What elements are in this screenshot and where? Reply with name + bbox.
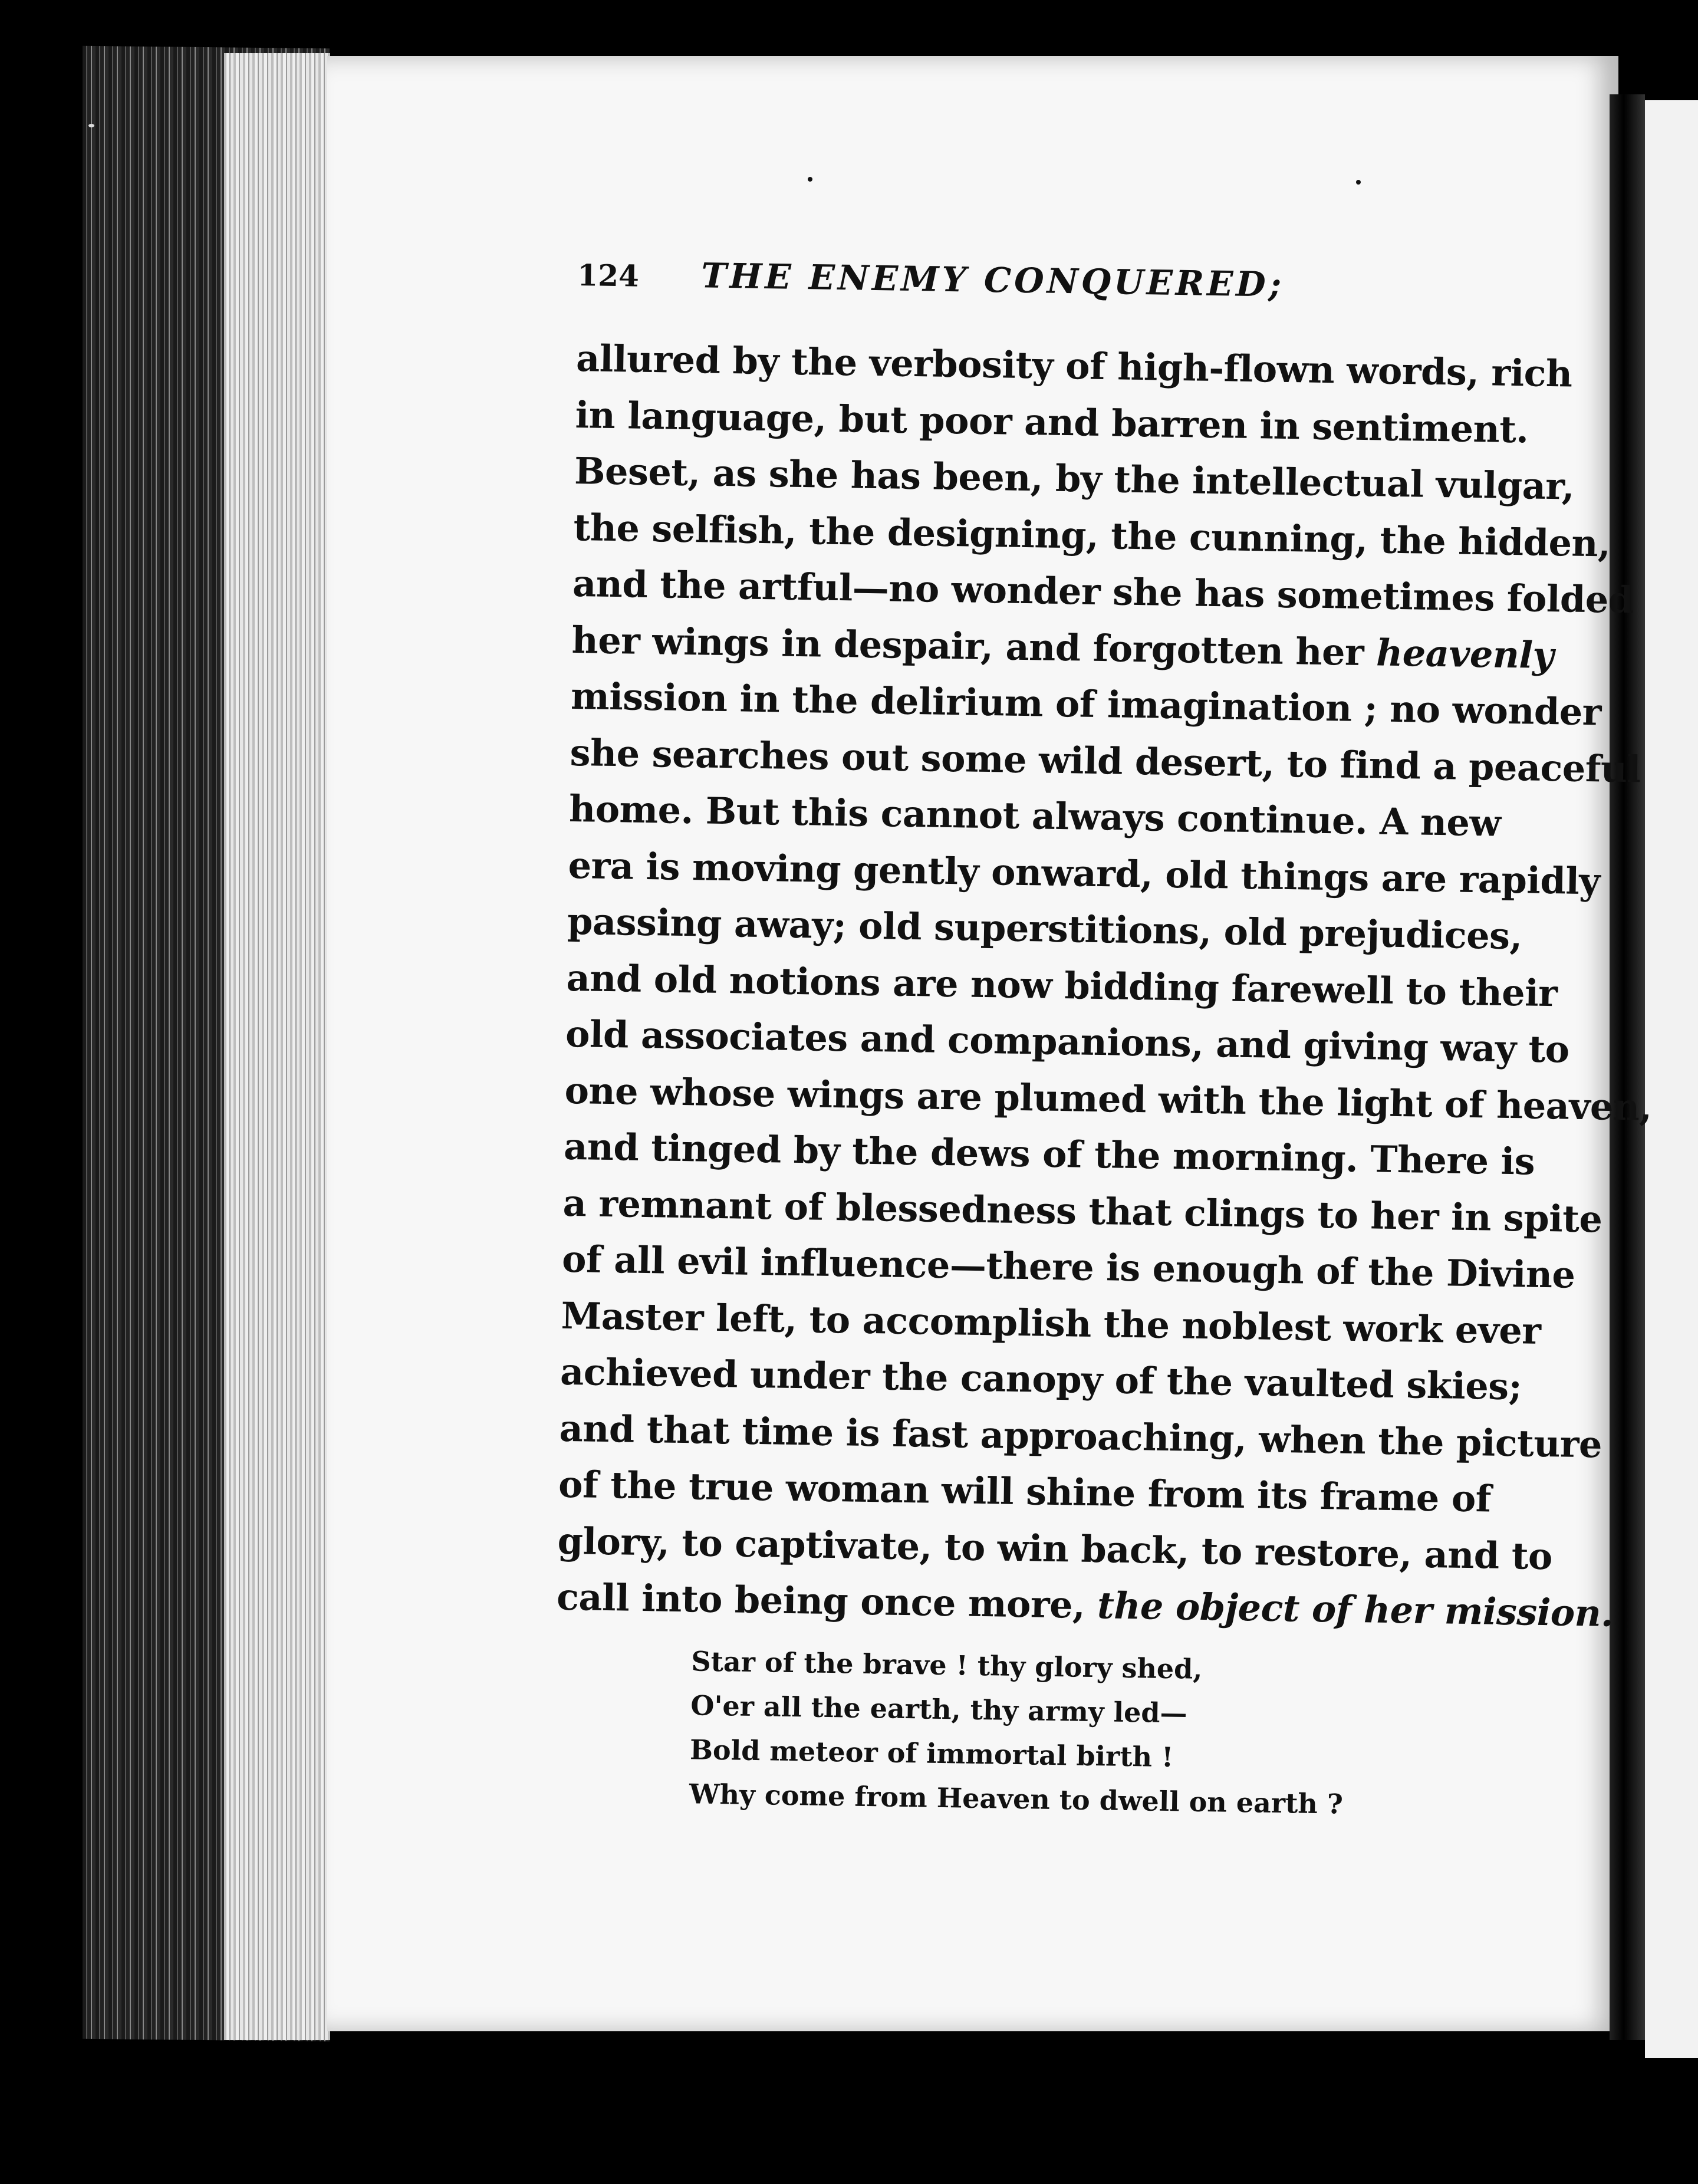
text-line-content: and old notions are now bidding farewell to their: [566, 956, 1558, 1015]
text-line-content: she searches out some wild desert, to find a peaceful: [570, 731, 1641, 791]
verse-line: Star of the brave ! thy glory shed,: [691, 1644, 1203, 1685]
text-line-content: of the true woman will shine from its frame of: [558, 1462, 1492, 1521]
verse-line: Bold meteor of immortal birth !: [689, 1733, 1174, 1773]
facing-page-edge: [1645, 100, 1698, 2058]
scan-speck: [808, 177, 812, 182]
body-paragraph: [556, 330, 1653, 1640]
verse-line: Why come from Heaven to dwell on earth ?: [689, 1777, 1344, 1820]
text-line-content: Beset, as she has been, by the intellectual vulgar,: [574, 449, 1575, 508]
text-line-content: old associates and companions, and giving way to: [565, 1012, 1570, 1071]
text-line-content: allured by the verbosity of high-flown words, rich: [575, 336, 1573, 396]
text-line-content: Master left, to accomplish the noblest work ever: [561, 1294, 1542, 1353]
italic-phrase: heavenly: [1375, 630, 1554, 677]
text-line-content: era is moving gently onward, old things are rapidly: [568, 843, 1601, 903]
page-edges-highlight: [224, 53, 330, 2040]
text-line-content: achieved under the canopy of the vaulted skies;: [560, 1350, 1522, 1409]
text-line-content: passing away; old superstitions, old prejudices,: [567, 899, 1523, 958]
verse-line: O'er all the earth, thy army led—: [690, 1689, 1187, 1729]
text-line-content: glory, to captivate, to win back, to restore, and to: [557, 1519, 1553, 1578]
text-line-content: her wings in despair, and forgotten her: [571, 618, 1377, 674]
text-line-content: in language, but poor and barren in sentiment.: [575, 393, 1529, 451]
page-text: [553, 254, 1653, 1828]
verse-quote: [689, 1639, 1470, 1828]
italic-phrase: the object of her mission.: [1097, 1584, 1614, 1635]
text-line-content: and tinged by the dews of the morning. There is: [563, 1124, 1535, 1183]
running-title: THE ENEMY CONQUERED;: [700, 255, 1285, 305]
text-line-content: mission in the delirium of imagination ; no wonder: [570, 674, 1602, 734]
text-line-content: and the artful—no wonder she has sometimes folded: [572, 561, 1634, 622]
text-line-content: of all evil influence—there is enough of the Divine: [561, 1237, 1576, 1297]
page-number: 124: [577, 257, 640, 294]
scan-speck: [88, 124, 94, 127]
text-line-content: home. But this cannot always continue. A new: [568, 787, 1501, 845]
text-line-content: a remnant of blessedness that clings to her in spite: [562, 1181, 1602, 1241]
right-page-gutter: [1610, 94, 1645, 2040]
scan-speck: [1356, 180, 1361, 185]
running-head: [577, 254, 1492, 338]
text-line-content: one whose wings are plumed with the light of heaven,: [564, 1068, 1653, 1129]
text-line-content: and that time is fast approaching, when the picture: [559, 1406, 1602, 1466]
text-line-content: the selfish, the designing, the cunning, the hidden,: [573, 505, 1611, 565]
text-line-content: call into being once more,: [556, 1575, 1098, 1627]
